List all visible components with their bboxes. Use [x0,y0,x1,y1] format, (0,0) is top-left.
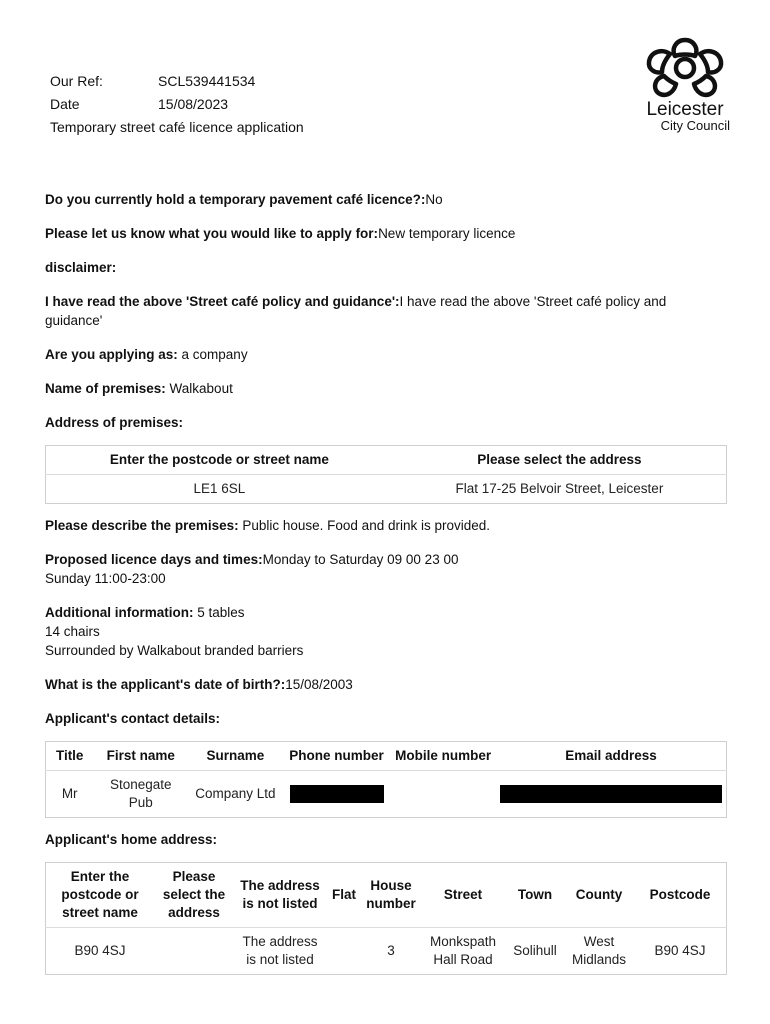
home-street-cell: Monkspath Hall Road [429,934,497,967]
current-licence-question: Do you currently hold a temporary pavement café licence?: [45,192,426,207]
contact-header-surname: Surname [206,748,265,763]
home-header-postcode: Postcode [649,887,711,902]
document-subject: Temporary street café licence application [50,119,304,135]
applying-as-question: Are you applying as: [45,347,178,362]
phone-redaction [290,785,384,803]
home-header-select-address: Please select the address [162,869,226,920]
describe-field [45,516,727,535]
contact-first-name-cell: Stonegate Pub [109,777,172,810]
logo-text-city-council: City Council [660,118,730,133]
our-ref-value: SCL539441534 [158,73,256,89]
contact-header-first-name: First name [106,748,175,763]
apply-for-question: Please let us know what you would like to apply for: [45,226,379,241]
policy-field [45,292,727,330]
our-ref-row [50,70,304,93]
premises-header-postcode: Enter the postcode or street name [109,452,329,467]
reference-block [50,70,304,139]
additional-info-line3: Surrounded by Walkabout branded barriers [45,643,304,658]
contact-surname-cell: Company Ltd [195,786,276,801]
days-times-question: Proposed licence days and times: [45,552,263,567]
contact-phone-cell [283,771,391,818]
additional-info-field [45,603,727,660]
home-header-town: Town [517,887,553,902]
applying-as-answer: a company [177,347,248,362]
current-licence-answer: No [425,192,443,207]
date-value: 15/08/2023 [158,96,229,112]
contact-details-title: Applicant's contact details: [45,711,220,726]
date-label: Date [50,96,80,112]
premises-header-address: Please select the address [477,452,642,467]
days-times-answer-line1: Monday to Saturday 09 00 23 00 [262,552,459,567]
contact-table-header [46,742,727,771]
describe-answer: Public house. Food and drink is provided. [238,518,491,533]
dob-answer: 15/08/2003 [285,677,353,692]
additional-info-line2: 14 chairs [45,624,100,639]
home-header-county: County [575,887,623,902]
premises-table-header [46,446,727,475]
dob-field [45,675,727,694]
days-times-answer-line2: Sunday 11:00-23:00 [45,571,166,586]
home-header-flat: Flat [331,887,356,902]
contact-header-title: Title [55,748,84,763]
home-postcode-search-cell: B90 4SJ [74,943,126,958]
council-logo [630,36,740,133]
dob-question: What is the applicant's date of birth?: [45,677,286,692]
date-row [50,93,304,116]
our-ref-label: Our Ref: [50,73,103,89]
contact-email-cell [496,771,727,818]
policy-question: I have read the above 'Street café policy and guidance': [45,294,400,309]
premises-name-field [45,379,727,398]
contact-header-mobile: Mobile number [395,748,492,763]
premises-address-title: Address of premises: [45,415,184,430]
applying-as-field [45,345,727,364]
premises-address-table [45,445,727,504]
days-times-field [45,550,727,588]
home-address-title: Applicant's home address: [45,832,217,847]
table-row [46,928,727,975]
current-licence-field [45,190,727,209]
contact-details-table [45,741,727,818]
home-header-street: Street [443,887,483,902]
home-house-number-cell: 3 [387,943,395,958]
contact-header-phone: Phone number [289,748,384,763]
describe-question: Please describe the premises: [45,518,239,533]
apply-for-answer: New temporary licence [378,226,516,241]
apply-for-field [45,224,727,243]
premises-name-question: Name of premises: [45,381,166,396]
home-header-not-listed: The address is not listed [240,878,320,911]
rose-emblem-icon [638,36,732,98]
contact-mobile-cell [390,771,496,818]
email-redaction [500,785,722,803]
home-flat-cell [326,928,362,975]
home-table-header [46,863,727,928]
home-header-postcode-search: Enter the postcode or street name [61,869,139,920]
home-not-listed-cell: The address is not listed [242,934,318,967]
disclaimer-field [45,258,727,277]
home-town-cell: Solihull [513,943,557,958]
disclaimer-label: disclaimer: [45,260,117,275]
home-select-address-cell [154,928,234,975]
premises-address-cell: Flat 17-25 Belvoir Street, Leicester [455,481,664,496]
premises-postcode-cell: LE1 6SL [193,481,246,496]
table-row [46,771,727,818]
contact-header-email: Email address [565,748,657,763]
contact-title-cell: Mr [61,786,78,801]
additional-info-line1: 5 tables [193,605,245,620]
home-county-cell: West Midlands [571,934,627,967]
additional-info-question: Additional information: [45,605,194,620]
home-address-table [45,862,727,975]
premises-name-answer: Walkabout [165,381,233,396]
logo-text-leicester: Leicester [646,99,724,120]
application-content [45,190,727,987]
home-postcode-cell: B90 4SJ [654,943,706,958]
policy-answer: I have read the above 'Street café policy and guidance' [45,294,667,328]
table-row [46,475,727,504]
home-header-house-number: House number [366,878,416,911]
